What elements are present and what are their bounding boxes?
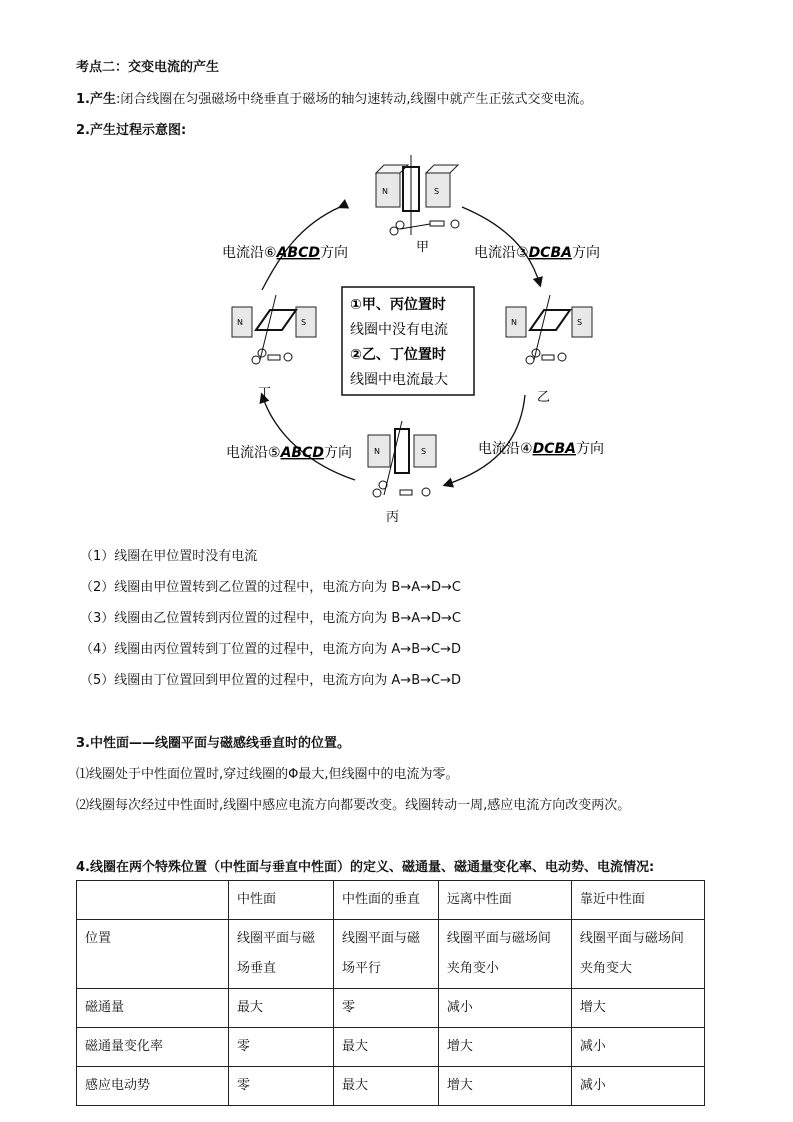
table-cell: 线圈平面与磁场间夹角变小 (438, 920, 571, 989)
box-line-3: ②乙、丁位置时 (350, 347, 446, 363)
svg-text:N: N (374, 447, 380, 456)
section-3-title: 3.中性面——线圈平面与磁感线垂直时的位置。 (76, 736, 350, 751)
section-heading: 考点二：交变电流的产生 (76, 60, 220, 75)
table-header-cell: 中性面 (229, 881, 334, 920)
section-3-point-1: ⑴线圈处于中性面位置时,穿过线圈的Φ最大,但线圈中的电流为零。 (76, 767, 459, 782)
table-cell: 最大 (333, 1067, 438, 1106)
arc-arrow-bottom-left (262, 395, 355, 480)
position-bing-label: 丙 (386, 510, 400, 525)
arc-label-bottom-right: 电流沿④DCBA方向 (478, 441, 604, 457)
table-cell: 减小 (438, 989, 571, 1028)
table-header-cell: 靠近中性面 (571, 881, 704, 920)
magnet-n-label: N (382, 187, 388, 196)
arc-label-bottom-left: 电流沿⑤ABCD方向 (226, 445, 352, 461)
table-cell: 增大 (438, 1028, 571, 1067)
table-cell: 线圈平面与磁场平行 (333, 920, 438, 989)
table-header-cell (77, 881, 229, 920)
table-cell: 线圈平面与磁场垂直 (229, 920, 334, 989)
section-3-point-2: ⑵线圈每次经过中性面时,线圈中感应电流方向都要改变。线圈转动一周,感应电流方向改变两次。 (76, 798, 631, 813)
generator-jia (376, 155, 459, 255)
ac-generation-diagram (200, 145, 640, 525)
table-cell: 线圈平面与磁场间夹角变大 (571, 920, 704, 989)
arc-label-top-left: 电流沿⑥ABCD方向 (222, 245, 348, 261)
position-ding-label: 丁 (258, 386, 272, 401)
table-cell: 最大 (333, 1028, 438, 1067)
box-line-1: ①甲、丙位置时 (350, 297, 446, 313)
table-row (77, 920, 705, 989)
table-cell: 零 (333, 989, 438, 1028)
step-1: （1）线圈在甲位置时没有电流 (80, 549, 258, 564)
generator-bing (368, 421, 436, 525)
table-row (77, 1028, 705, 1067)
table-cell: 最大 (229, 989, 334, 1028)
table-header-row (77, 881, 705, 920)
table-row (77, 1067, 705, 1106)
section-2-title: 2.产生过程示意图: (76, 123, 187, 138)
step-3: （3）线圈由乙位置转到丙位置的过程中，电流方向为 B→A→D→C (80, 611, 461, 626)
box-line-4: 线圈中电流最大 (350, 372, 448, 388)
table-cell: 增大 (438, 1067, 571, 1106)
table-cell: 减小 (571, 1067, 704, 1106)
position-yi-label: 乙 (537, 390, 551, 405)
table-cell: 磁通量 (77, 989, 229, 1028)
step-4: （4）线圈由丙位置转到丁位置的过程中，电流方向为 A→B→C→D (80, 642, 461, 657)
section-4-title: 4.线圈在两个特殊位置（中性面与垂直中性面）的定义、磁通量、磁通量变化率、电动势、电流情况: (76, 860, 655, 875)
table-cell: 位置 (77, 920, 229, 989)
svg-text:S: S (577, 318, 583, 327)
svg-text:S: S (421, 447, 427, 456)
step-5: （5）线圈由丁位置回到甲位置的过程中，电流方向为 A→B→C→D (80, 673, 461, 688)
section-1-text: :闭合线圈在匀强磁场中绕垂直于磁场的轴匀速转动,线圈中就产生正弦式交变电流。 (115, 92, 593, 107)
arc-label-top-right: 电流沿③DCBA方向 (474, 245, 600, 261)
generator-yi (506, 295, 592, 405)
svg-text:N: N (237, 318, 243, 327)
svg-text:S: S (301, 318, 307, 327)
svg-text:N: N (511, 318, 517, 327)
box-line-2: 线圈中没有电流 (350, 322, 448, 338)
table-cell: 减小 (571, 1028, 704, 1067)
position-jia-label: 甲 (416, 240, 430, 255)
table-cell: 增大 (571, 989, 704, 1028)
table-cell: 零 (229, 1067, 334, 1106)
step-2: （2）线圈由甲位置转到乙位置的过程中，电流方向为 B→A→D→C (80, 580, 461, 595)
table-row (77, 989, 705, 1028)
table-header-cell: 远离中性面 (438, 881, 571, 920)
section-1 (76, 88, 593, 107)
table-cell: 感应电动势 (77, 1067, 229, 1106)
table-header-cell: 中性面的垂直 (333, 881, 438, 920)
table-cell: 零 (229, 1028, 334, 1067)
generator-ding (232, 295, 316, 401)
section-1-label: 1.产生 (76, 92, 116, 107)
arc-arrow-bottom-right (445, 395, 525, 485)
table-cell: 磁通量变化率 (77, 1028, 229, 1067)
magnet-s-label: S (434, 187, 440, 196)
comparison-table (76, 880, 705, 1106)
